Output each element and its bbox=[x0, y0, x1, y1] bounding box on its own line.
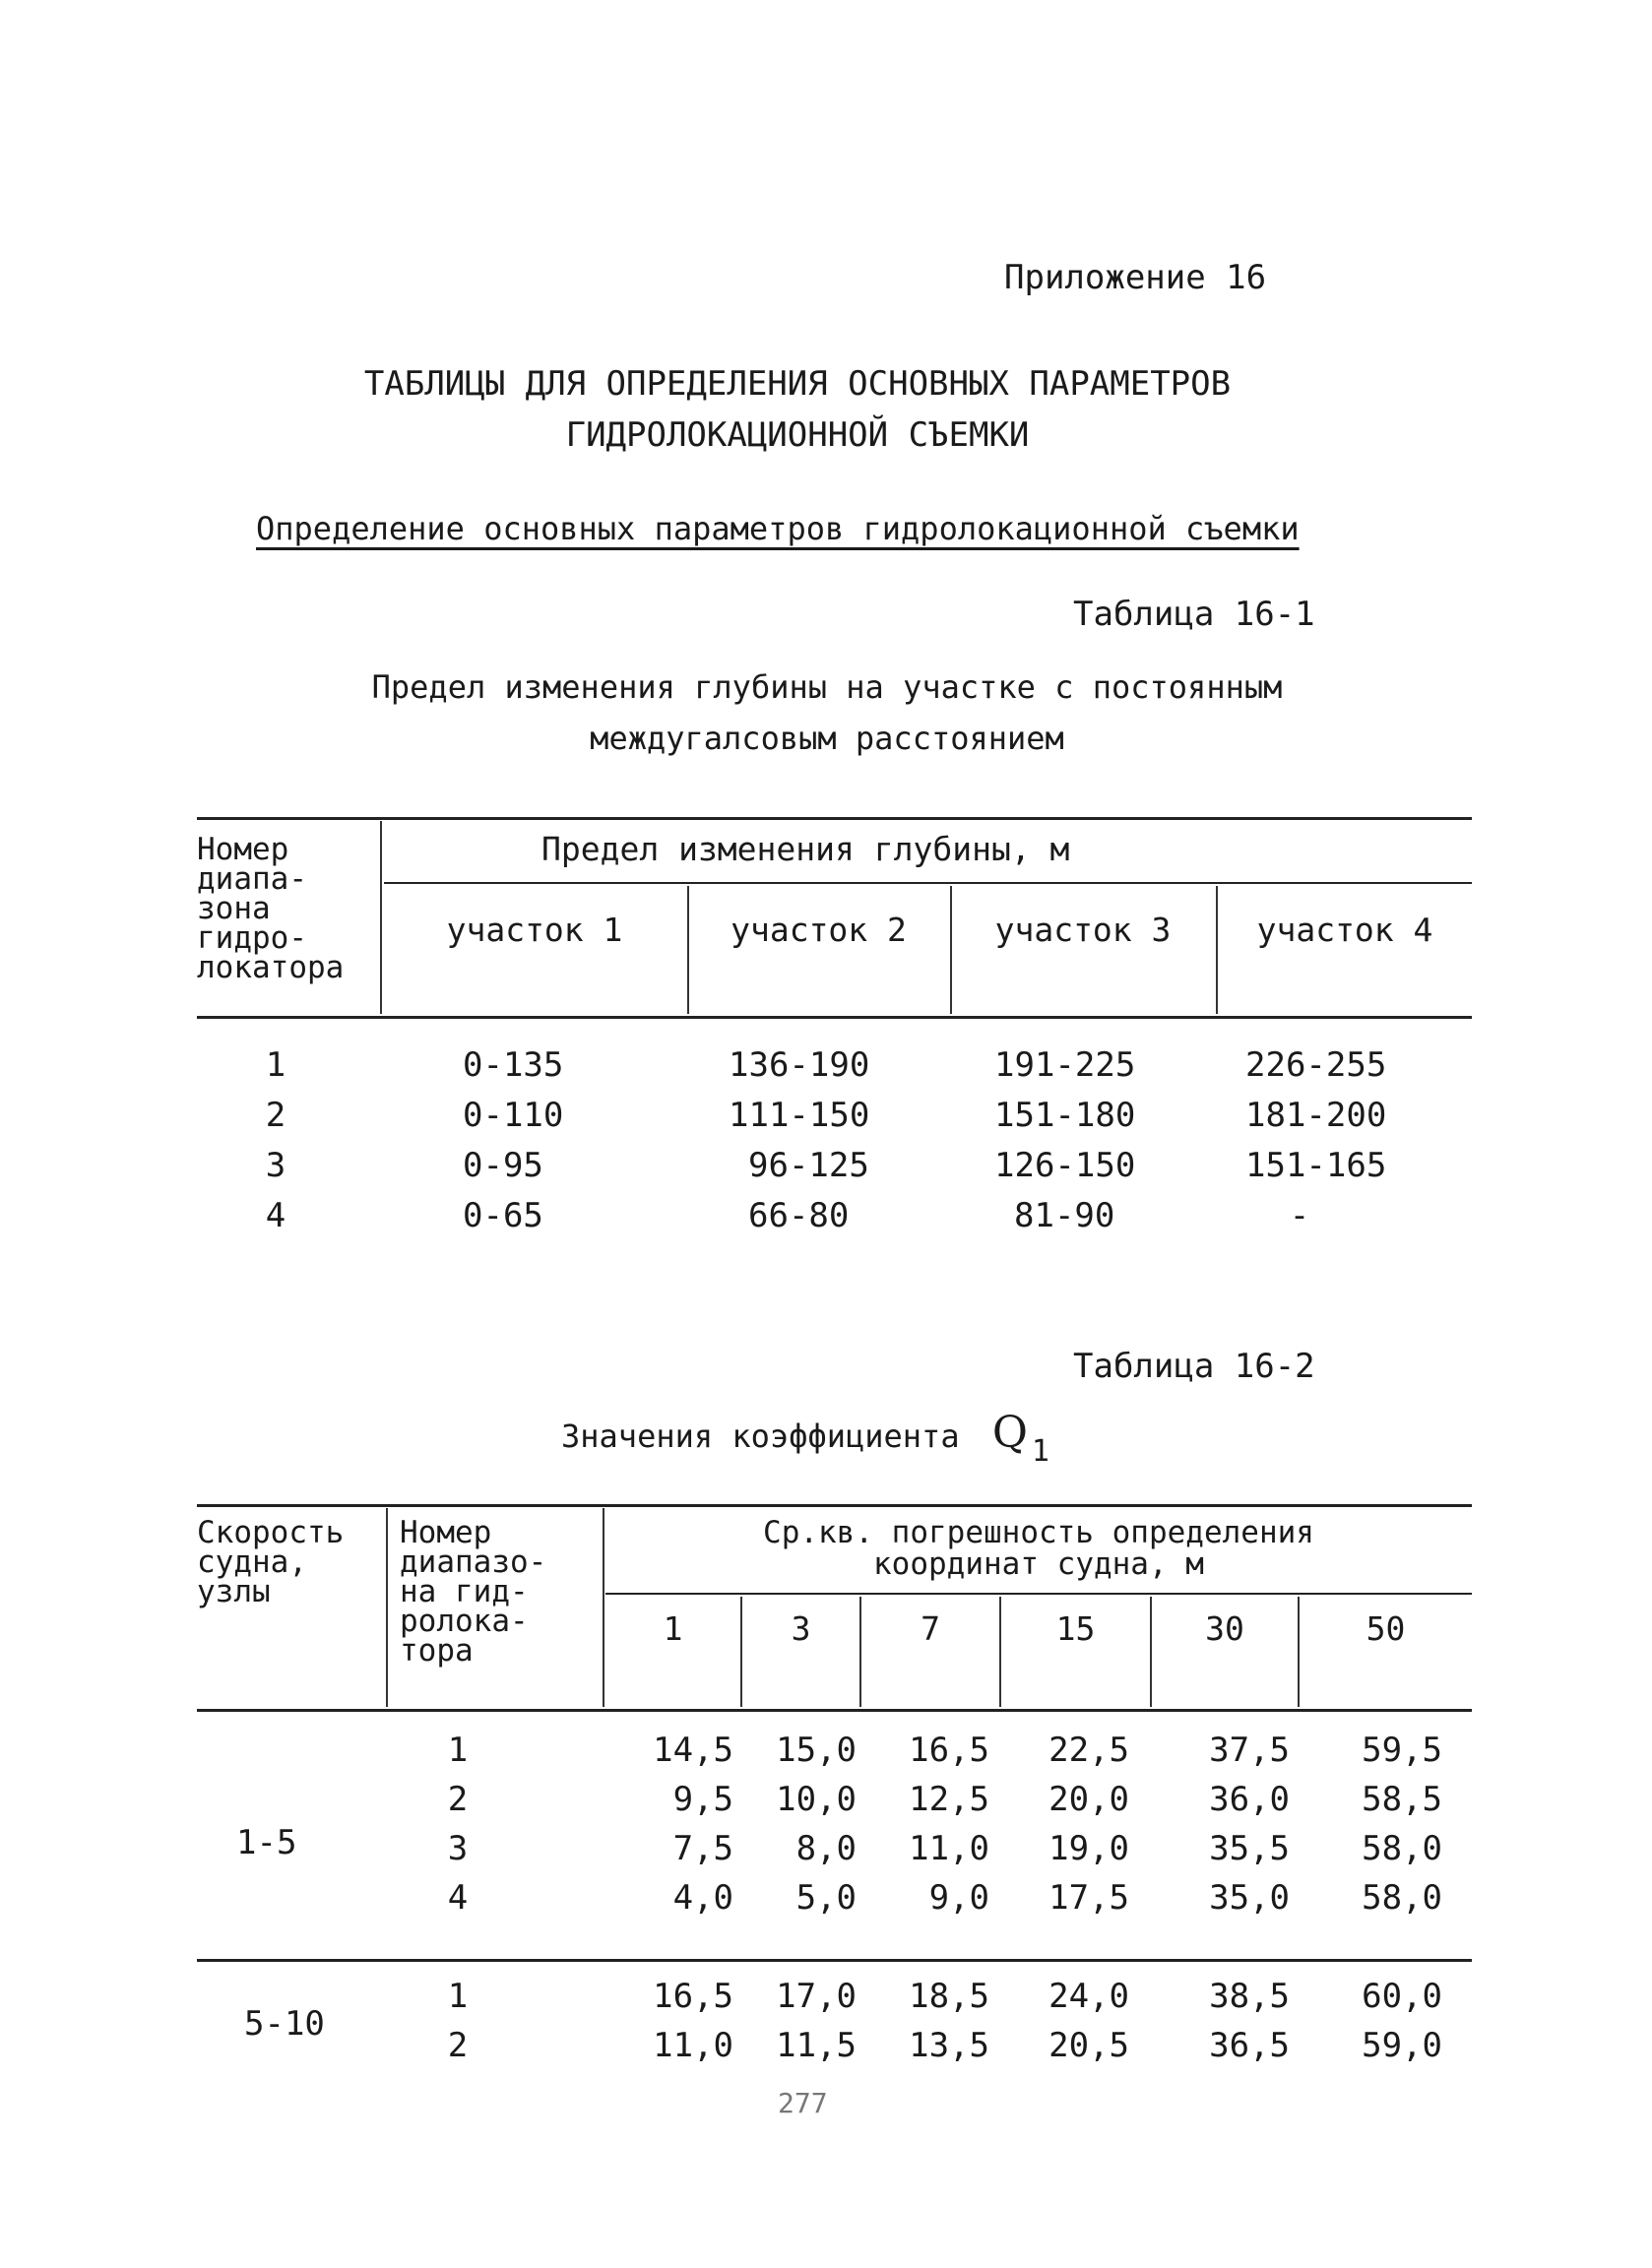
value-cell: 36,5 bbox=[1209, 2026, 1290, 2065]
header-word: Номер bbox=[197, 832, 289, 867]
value-cell: 19,0 bbox=[1048, 1829, 1129, 1868]
value-cell: 11,0 bbox=[909, 1829, 989, 1868]
value-cell: 16,5 bbox=[909, 1731, 989, 1770]
table2-title bbox=[561, 1408, 1049, 1469]
value-cell: 35,5 bbox=[1209, 1829, 1290, 1868]
header-word: судна, bbox=[197, 1544, 307, 1580]
range-number-cell: 2 bbox=[447, 2026, 469, 2065]
section-heading: Определение основных параметров гидролокационной съемки bbox=[256, 510, 1300, 547]
value-cell: 38,5 bbox=[1209, 1977, 1290, 2016]
header-word: на гид- bbox=[400, 1574, 529, 1609]
depth-cell: 151-180 bbox=[994, 1096, 1136, 1135]
speed-cell: 1-5 bbox=[236, 1823, 297, 1862]
header-word: узлы bbox=[197, 1574, 271, 1609]
depth-cell: 66-80 bbox=[748, 1196, 850, 1235]
value-cell: 36,0 bbox=[1209, 1780, 1290, 1819]
value-cell: 58,0 bbox=[1362, 1878, 1442, 1918]
range-number-cell: 4 bbox=[447, 1878, 469, 1918]
value-cell: 15,0 bbox=[776, 1731, 857, 1770]
depth-cell: 0-65 bbox=[463, 1196, 543, 1235]
depth-cell: 81-90 bbox=[1014, 1196, 1115, 1235]
range-number-cell: 2 bbox=[447, 1780, 469, 1819]
table2-title-text: Значения коэффициента bbox=[561, 1418, 960, 1455]
table1-col-divider bbox=[380, 821, 382, 1014]
table2-caption: Таблица 16-2 bbox=[1073, 1347, 1315, 1386]
value-cell: 20,5 bbox=[1048, 2026, 1129, 2065]
value-cell: 20,0 bbox=[1048, 1780, 1129, 1819]
depth-cell: 181-200 bbox=[1245, 1096, 1387, 1135]
value-cell: 37,5 bbox=[1209, 1731, 1290, 1770]
table1-title-line-1: Предел изменения глубины на участке с постоянным bbox=[371, 668, 1283, 706]
table2-header-bottom-rule bbox=[197, 1709, 1472, 1712]
table2-subheader-1: 1 bbox=[663, 1609, 683, 1648]
value-cell: 9,0 bbox=[928, 1878, 989, 1918]
page-number: 277 bbox=[778, 2087, 828, 2119]
value-cell: 7,5 bbox=[672, 1829, 733, 1868]
range-number-cell: 4 bbox=[265, 1196, 286, 1235]
header-word: зона bbox=[197, 891, 271, 926]
value-cell: 58,5 bbox=[1362, 1780, 1442, 1819]
table2-col-divider bbox=[740, 1597, 742, 1707]
table1-top-rule bbox=[197, 817, 1472, 820]
depth-cell: 151-165 bbox=[1245, 1146, 1387, 1185]
header-word: ролока- bbox=[400, 1604, 529, 1639]
table1-subheader-section-1: участок 1 bbox=[446, 911, 623, 949]
header-word: гидро- bbox=[197, 920, 307, 956]
value-cell: 13,5 bbox=[909, 2026, 989, 2065]
table1-subheader-section-4: участок 4 bbox=[1256, 911, 1433, 949]
speed-cell: 5-10 bbox=[244, 2004, 325, 2044]
value-cell: 24,0 bbox=[1048, 1977, 1129, 2016]
depth-cell: 0-110 bbox=[463, 1096, 564, 1135]
depth-cell: 126-150 bbox=[994, 1146, 1136, 1185]
table2-subheader-3: 3 bbox=[791, 1609, 811, 1648]
depth-cell: 96-125 bbox=[748, 1146, 869, 1185]
value-cell: 60,0 bbox=[1362, 1977, 1442, 2016]
value-cell: 58,0 bbox=[1362, 1829, 1442, 1868]
table1-col-divider bbox=[1216, 886, 1218, 1014]
range-number-cell: 1 bbox=[447, 1977, 469, 2016]
range-number-cell: 3 bbox=[447, 1829, 469, 1868]
table1-header-bottom-rule bbox=[197, 1016, 1472, 1019]
main-title-line-1: ТАБЛИЦЫ ДЛЯ ОПРЕДЕЛЕНИЯ ОСНОВНЫХ ПАРАМЕТРОВ bbox=[363, 364, 1232, 404]
main-title-line-2: ГИДРОЛОКАЦИОННОЙ СЪЕМКИ bbox=[565, 415, 1030, 455]
header-word: Скорость bbox=[197, 1515, 345, 1550]
q-symbol: Q bbox=[991, 1408, 1028, 1458]
table2-col-divider bbox=[999, 1597, 1001, 1707]
depth-cell: 0-135 bbox=[463, 1045, 564, 1085]
depth-cell: 111-150 bbox=[729, 1096, 870, 1135]
value-cell: 4,0 bbox=[672, 1878, 733, 1918]
value-cell: 8,0 bbox=[795, 1829, 857, 1868]
table2-subheader-50: 50 bbox=[1366, 1609, 1406, 1648]
value-cell: 5,0 bbox=[795, 1878, 857, 1918]
appendix-label: Приложение 16 bbox=[1004, 258, 1267, 297]
depth-cell: 0-95 bbox=[463, 1146, 543, 1185]
depth-cell: 136-190 bbox=[729, 1045, 870, 1085]
value-cell: 11,5 bbox=[776, 2026, 857, 2065]
depth-cell: 226-255 bbox=[1245, 1045, 1387, 1085]
value-cell: 12,5 bbox=[909, 1780, 989, 1819]
value-cell: 17,5 bbox=[1048, 1878, 1129, 1918]
table2-group-header-line-1: Ср.кв. погрешность определения bbox=[763, 1515, 1314, 1550]
table1-subheader-section-3: участок 3 bbox=[994, 911, 1172, 949]
value-cell: 22,5 bbox=[1048, 1731, 1129, 1770]
table1-col-divider bbox=[687, 886, 689, 1014]
value-cell: 17,0 bbox=[776, 1977, 857, 2016]
table2-col-divider bbox=[1150, 1597, 1152, 1707]
value-cell: 35,0 bbox=[1209, 1878, 1290, 1918]
range-number-cell: 2 bbox=[265, 1096, 286, 1135]
q-subscript: 1 bbox=[1031, 1434, 1049, 1469]
table1-group-header: Предел изменения глубины, м bbox=[541, 830, 1070, 868]
table2-col-divider bbox=[1298, 1597, 1300, 1707]
value-cell: 11,0 bbox=[653, 2026, 733, 2065]
table2-top-rule bbox=[197, 1504, 1472, 1507]
range-number-cell: 3 bbox=[265, 1146, 286, 1185]
table1-group-rule bbox=[384, 882, 1472, 884]
header-word: Номер bbox=[400, 1515, 492, 1550]
table2-group-rule bbox=[605, 1593, 1472, 1595]
value-cell: 59,0 bbox=[1362, 2026, 1442, 2065]
table2-subheader-7: 7 bbox=[921, 1609, 940, 1648]
depth-cell: - bbox=[1289, 1196, 1310, 1235]
header-word: локатора bbox=[197, 950, 345, 985]
table1-subheader-section-2: участок 2 bbox=[731, 911, 907, 949]
value-cell: 18,5 bbox=[909, 1977, 989, 2016]
table2-subheader-15: 15 bbox=[1055, 1609, 1096, 1648]
table1-col-divider bbox=[950, 886, 952, 1014]
header-word: диапа- bbox=[197, 861, 307, 897]
range-number-cell: 1 bbox=[447, 1731, 469, 1770]
header-word: диапазо- bbox=[400, 1544, 547, 1580]
header-word: тора bbox=[400, 1633, 474, 1669]
table2-col-divider bbox=[859, 1597, 861, 1707]
table1-caption: Таблица 16-1 bbox=[1073, 595, 1315, 634]
value-cell: 14,5 bbox=[653, 1731, 733, 1770]
range-number-cell: 1 bbox=[265, 1045, 286, 1085]
value-cell: 59,5 bbox=[1362, 1731, 1442, 1770]
value-cell: 10,0 bbox=[776, 1780, 857, 1819]
depth-cell: 191-225 bbox=[994, 1045, 1136, 1085]
table2-subheader-30: 30 bbox=[1205, 1609, 1244, 1648]
table2-col-divider bbox=[386, 1508, 388, 1707]
table2-group-separator bbox=[197, 1959, 1472, 1962]
value-cell: 9,5 bbox=[672, 1780, 733, 1819]
table1-title-line-2: междугалсовым расстоянием bbox=[590, 720, 1064, 757]
table2-group-header-line-2: координат судна, м bbox=[873, 1546, 1204, 1582]
table2-col-divider bbox=[603, 1508, 604, 1707]
value-cell: 16,5 bbox=[653, 1977, 733, 2016]
